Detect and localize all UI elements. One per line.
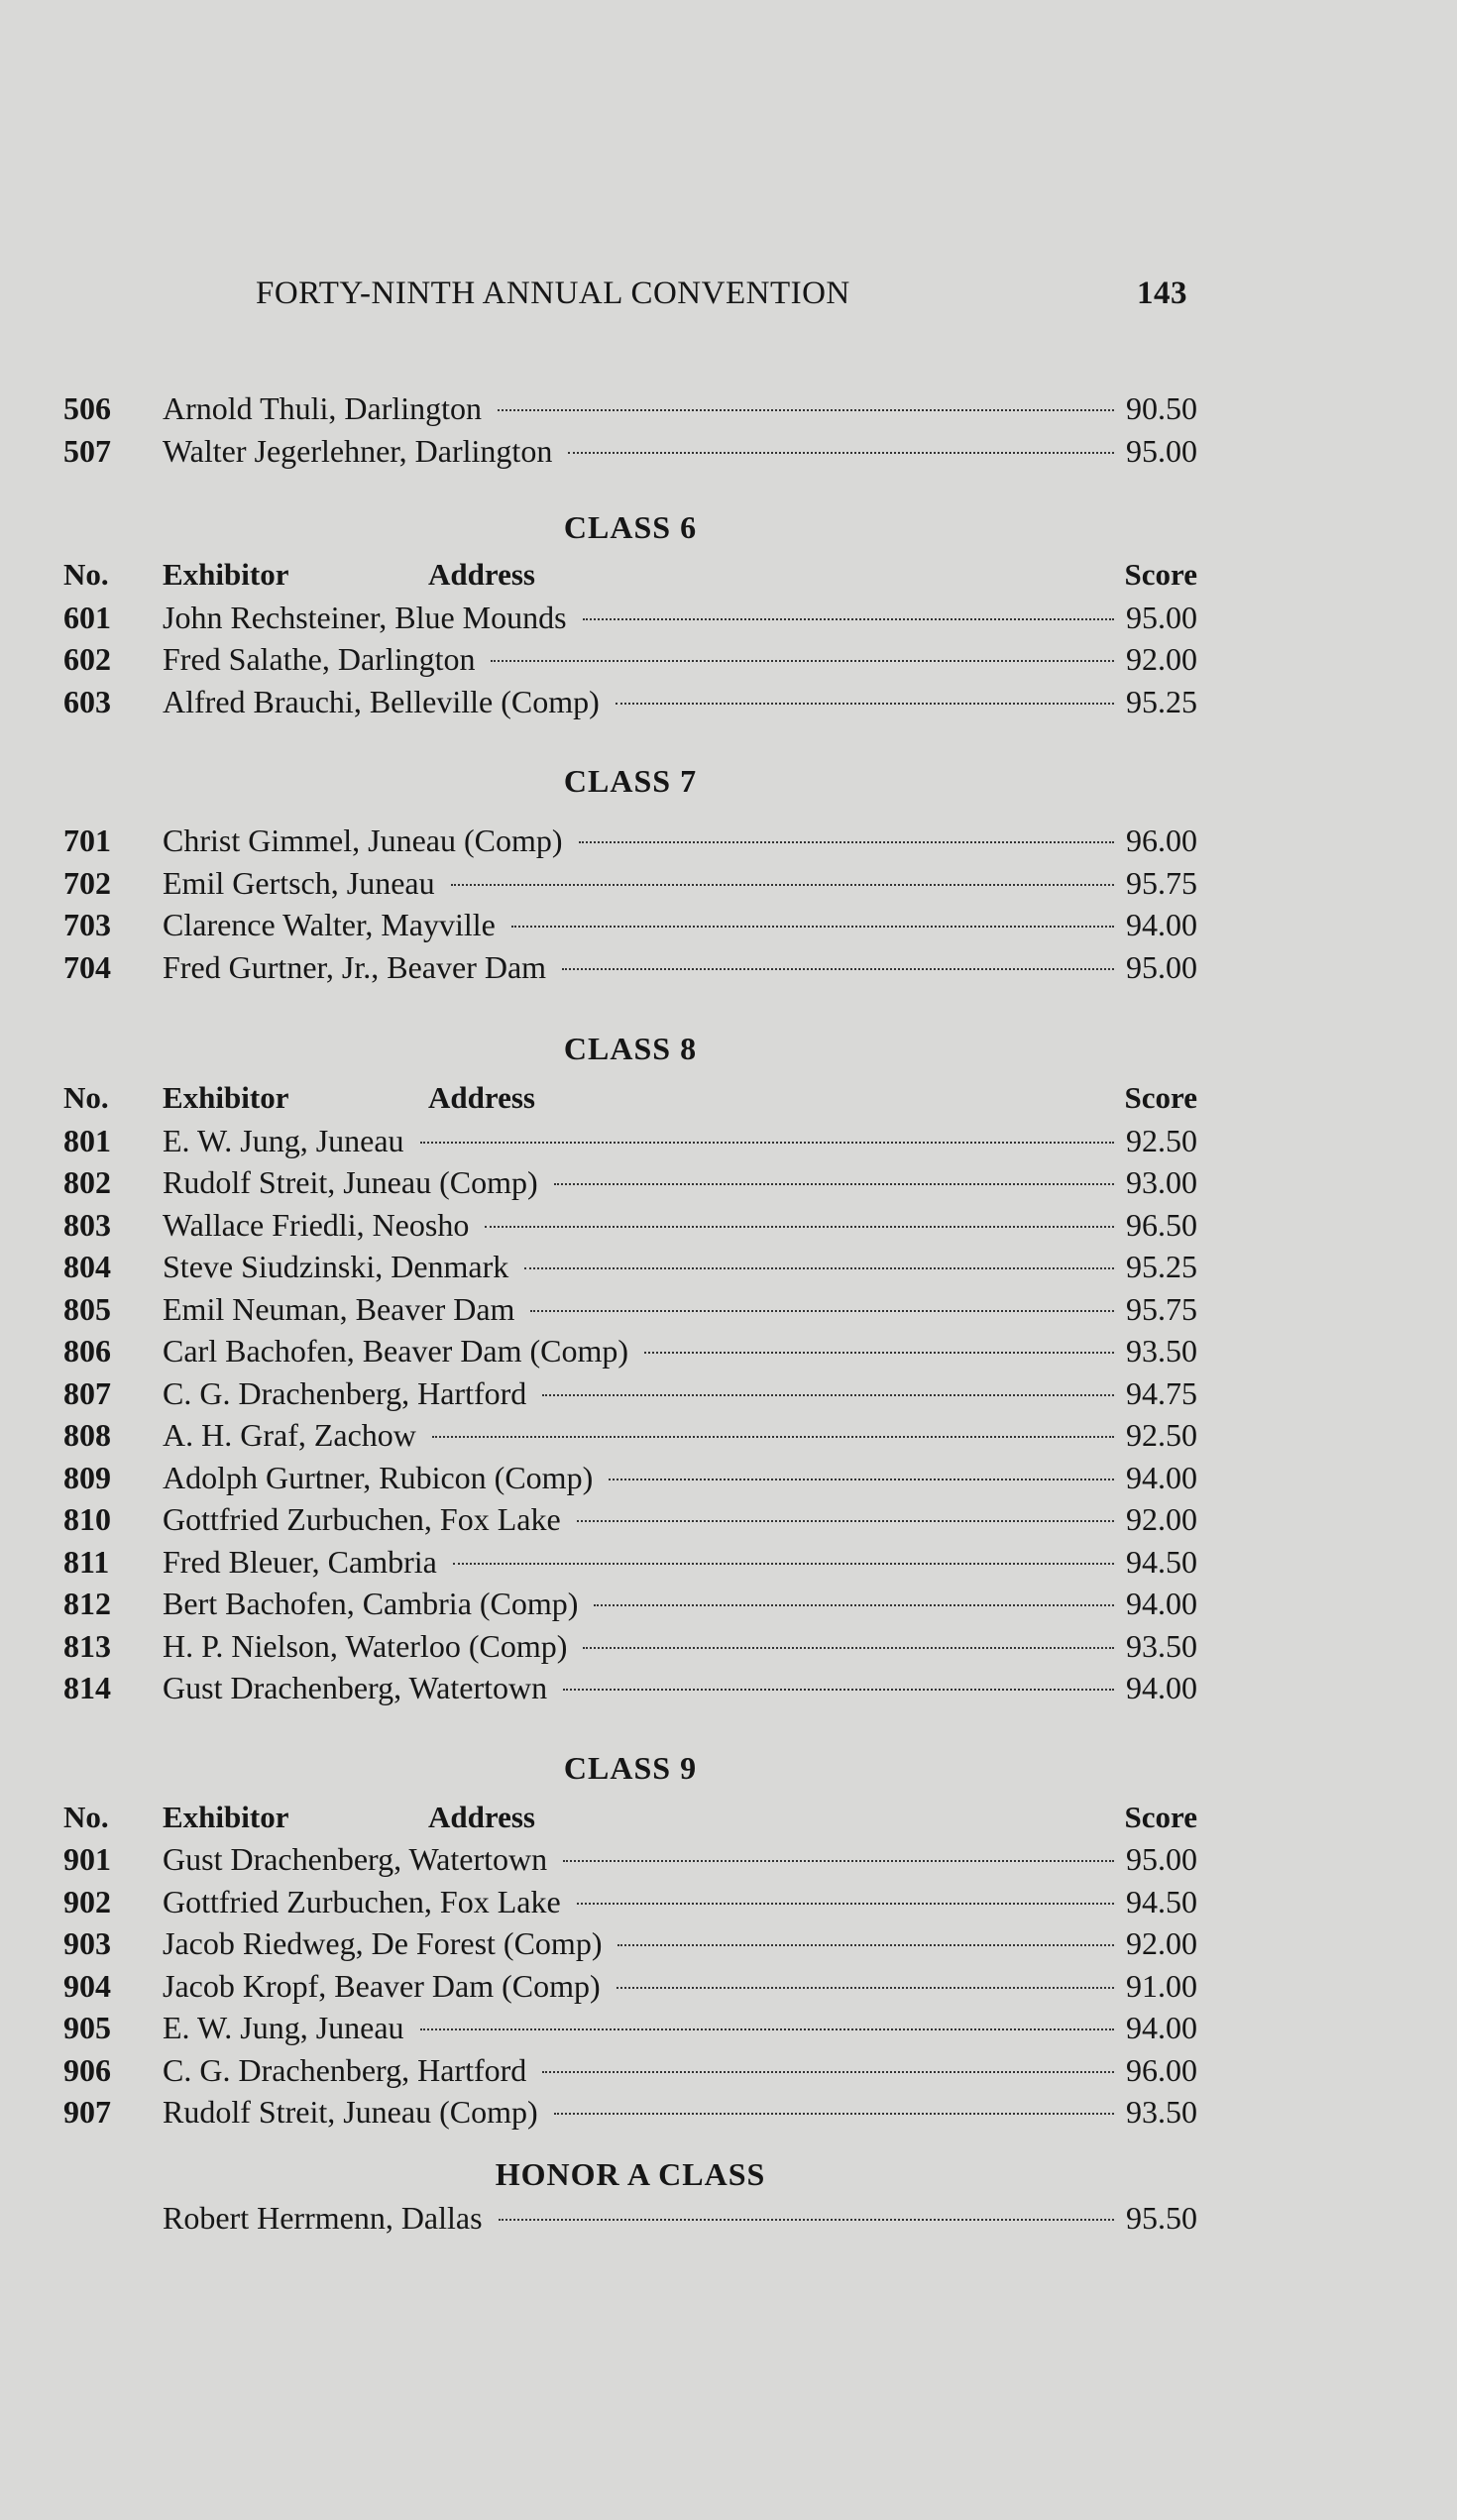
- entry-exhibitor: John Rechsteiner, Blue Mounds: [163, 599, 567, 635]
- header-no: No.: [63, 1799, 109, 1834]
- entry-row: [63, 2094, 1197, 2137]
- entry-exhibitor: Bert Bachofen, Cambria (Comp): [163, 1586, 579, 1621]
- entry-exhibitor: Steve Siudzinski, Denmark: [163, 1249, 509, 1284]
- class-9-section: [63, 1750, 1197, 2137]
- class-heading: CLASS 7: [563, 763, 698, 799]
- dot-leader: [563, 1860, 1114, 1862]
- entry-row: [63, 2052, 1197, 2095]
- class-heading: CLASS 8: [563, 1031, 698, 1066]
- header-exhibitor: Exhibitor: [163, 557, 289, 592]
- header-exhibitor: Exhibitor: [163, 1080, 289, 1115]
- entry-row: [63, 1207, 1197, 1250]
- entry-score: 94.00: [1126, 2010, 1197, 2045]
- entry-score: 93.50: [1126, 1627, 1197, 1664]
- header-no: No.: [63, 557, 109, 592]
- dot-leader: [420, 2028, 1114, 2030]
- dot-leader: [499, 2219, 1114, 2221]
- dot-leader: [594, 1604, 1114, 1606]
- dot-leader: [524, 1267, 1114, 1269]
- entry-row: [63, 822, 1197, 865]
- entry-exhibitor: Jacob Riedweg, De Forest (Comp): [163, 1925, 603, 1961]
- entry-number: 813: [63, 1627, 111, 1664]
- dot-leader: [617, 1944, 1114, 1946]
- entry-score: 96.00: [1126, 822, 1197, 858]
- entry-score: 93.00: [1126, 1164, 1197, 1200]
- entry-score: 96.00: [1126, 2051, 1197, 2088]
- entry-score: 94.00: [1126, 1459, 1197, 1495]
- entry-exhibitor: Carl Bachofen, Beaver Dam (Comp): [163, 1333, 629, 1369]
- entry-exhibitor: C. G. Drachenberg, Hartford: [163, 2051, 527, 2088]
- entry-number: 803: [63, 1206, 111, 1243]
- entry-score: 92.50: [1126, 1122, 1197, 1158]
- entry-number: 907: [63, 2094, 111, 2130]
- entry-score: 94.00: [1126, 907, 1197, 942]
- header-title: FORTY-NINTH ANNUAL CONVENTION: [256, 275, 850, 311]
- entry-score: 94.50: [1126, 1543, 1197, 1580]
- dot-leader: [579, 841, 1114, 843]
- dot-leader: [583, 1647, 1114, 1649]
- entry-exhibitor: Emil Gertsch, Juneau: [163, 864, 435, 901]
- entry-number: 701: [63, 822, 111, 858]
- header-exhibitor: Exhibitor: [163, 1799, 289, 1834]
- dot-leader: [498, 409, 1114, 411]
- header-score: Score: [1124, 1799, 1197, 1834]
- entry-number: 602: [63, 641, 111, 677]
- entry-row: [63, 684, 1197, 726]
- entry-exhibitor: Gust Drachenberg, Watertown: [163, 1670, 548, 1705]
- entry-row: [63, 1670, 1197, 1712]
- entry-row: [63, 907, 1197, 949]
- entry-score: 95.75: [1126, 864, 1197, 901]
- entry-row: [63, 1628, 1197, 1671]
- class-heading: CLASS 9: [563, 1749, 698, 1786]
- entry-score: 90.50: [1126, 390, 1197, 426]
- entry-exhibitor: Christ Gimmel, Juneau (Comp): [163, 822, 563, 858]
- dot-leader: [609, 1479, 1114, 1480]
- entry-exhibitor: E. W. Jung, Juneau: [163, 1122, 404, 1158]
- dot-leader: [616, 1987, 1114, 1989]
- entry-score: 95.00: [1126, 432, 1197, 469]
- results-list: [63, 390, 1197, 2242]
- entry-score: 93.50: [1126, 1333, 1197, 1369]
- entry-number: 704: [63, 948, 111, 985]
- entry-row: [63, 600, 1197, 642]
- dot-leader: [563, 1689, 1114, 1691]
- header-score: Score: [1124, 1080, 1197, 1115]
- entry-row: [63, 2010, 1197, 2052]
- entry-exhibitor: Fred Bleuer, Cambria: [163, 1543, 437, 1580]
- entry-row: [63, 1375, 1197, 1418]
- entry-row: [63, 865, 1197, 908]
- entry-exhibitor: H. P. Nielson, Waterloo (Comp): [163, 1627, 568, 1664]
- entry-score: 92.00: [1126, 1925, 1197, 1961]
- entry-exhibitor: Walter Jegerlehner, Darlington: [163, 432, 553, 469]
- entry-score: 91.00: [1126, 1967, 1197, 2004]
- entry-score: 92.50: [1126, 1417, 1197, 1453]
- entry-score: 95.25: [1126, 1249, 1197, 1284]
- entry-number: 904: [63, 1967, 111, 2004]
- entry-number: 811: [63, 1543, 110, 1580]
- entry-exhibitor: Rudolf Streit, Juneau (Comp): [163, 1164, 538, 1200]
- entry-exhibitor: Emil Neuman, Beaver Dam: [163, 1290, 515, 1327]
- entry-number: 506: [63, 390, 111, 426]
- column-headers: [63, 1080, 1197, 1123]
- entry-score: 96.50: [1126, 1206, 1197, 1243]
- dot-leader: [432, 1436, 1114, 1438]
- entry-score: 95.00: [1126, 948, 1197, 985]
- entry-row: [63, 1925, 1197, 1968]
- entry-score: 94.75: [1126, 1374, 1197, 1411]
- entry-number: 901: [63, 1841, 111, 1877]
- dot-leader: [568, 452, 1114, 454]
- dot-leader: [616, 703, 1114, 705]
- dot-leader: [451, 884, 1114, 886]
- dot-leader: [542, 1394, 1114, 1396]
- dot-leader: [511, 926, 1114, 928]
- entry-row: [63, 2200, 1197, 2243]
- entry-exhibitor: Fred Salathe, Darlington: [163, 641, 476, 677]
- entry-exhibitor: Wallace Friedli, Neosho: [163, 1206, 470, 1243]
- entry-exhibitor: E. W. Jung, Juneau: [163, 2010, 404, 2045]
- dot-leader: [453, 1563, 1114, 1565]
- entry-number: 808: [63, 1417, 111, 1453]
- entry-row: [63, 949, 1197, 992]
- header-score: Score: [1124, 557, 1197, 592]
- dot-leader: [554, 2113, 1114, 2115]
- dot-leader: [491, 660, 1114, 662]
- entry-number: 603: [63, 683, 111, 719]
- dot-leader: [530, 1310, 1114, 1312]
- entry-exhibitor: Gust Drachenberg, Watertown: [163, 1841, 548, 1877]
- entry-row: [63, 1501, 1197, 1544]
- entry-row: [63, 1884, 1197, 1926]
- entry-number: 812: [63, 1586, 111, 1621]
- entry-row: [63, 1249, 1197, 1291]
- dot-leader: [644, 1352, 1114, 1354]
- class-8-section: [63, 1031, 1197, 1712]
- dot-leader: [554, 1183, 1114, 1185]
- entry-row: [63, 1164, 1197, 1207]
- entry-number: 804: [63, 1249, 111, 1284]
- header-address: Address: [428, 1080, 535, 1115]
- entry-number: 809: [63, 1459, 111, 1495]
- entry-number: 810: [63, 1501, 111, 1537]
- class-7-section: [63, 763, 1197, 991]
- dot-leader: [485, 1226, 1114, 1228]
- entry-exhibitor: Arnold Thuli, Darlington: [163, 390, 483, 426]
- entry-number: 702: [63, 864, 111, 901]
- entry-row: [63, 1968, 1197, 2011]
- entry-row: [63, 1333, 1197, 1375]
- entry-row: [63, 1417, 1197, 1460]
- entry-row: [63, 1841, 1197, 1884]
- continued-section: [63, 390, 1197, 475]
- entry-number: 805: [63, 1290, 111, 1327]
- entry-number: 902: [63, 1883, 111, 1919]
- entry-exhibitor: Alfred Brauchi, Belleville (Comp): [163, 683, 600, 719]
- dot-leader: [583, 618, 1114, 620]
- dot-leader: [577, 1520, 1114, 1522]
- entry-exhibitor: A. H. Graf, Zachow: [163, 1417, 416, 1453]
- header-address: Address: [428, 1799, 535, 1834]
- entry-row: [63, 433, 1197, 476]
- class-6-section: [63, 509, 1197, 725]
- entry-exhibitor: Jacob Kropf, Beaver Dam (Comp): [163, 1967, 601, 2004]
- page-number: 143: [1137, 275, 1187, 311]
- entry-number: 903: [63, 1925, 111, 1961]
- entry-score: 95.25: [1126, 683, 1197, 719]
- entry-number: 806: [63, 1333, 111, 1369]
- entry-exhibitor: C. G. Drachenberg, Hartford: [163, 1374, 527, 1411]
- entry-number: 905: [63, 2010, 111, 2045]
- entry-row: [63, 1460, 1197, 1502]
- dot-leader: [420, 1142, 1114, 1144]
- entry-score: 92.00: [1126, 641, 1197, 677]
- entry-exhibitor: Gottfried Zurbuchen, Fox Lake: [163, 1883, 561, 1919]
- entry-row: [63, 641, 1197, 684]
- entry-exhibitor: Adolph Gurtner, Rubicon (Comp): [163, 1459, 594, 1495]
- dot-leader: [542, 2071, 1114, 2073]
- honor-class-section: [63, 2156, 1197, 2243]
- dot-leader: [577, 1903, 1114, 1905]
- entry-score: 95.75: [1126, 1290, 1197, 1327]
- entry-row: [63, 1123, 1197, 1165]
- entry-score: 92.00: [1126, 1501, 1197, 1537]
- entry-row: [63, 1544, 1197, 1587]
- entry-exhibitor: Fred Gurtner, Jr., Beaver Dam: [163, 948, 547, 985]
- entry-row: [63, 1291, 1197, 1334]
- entry-score: 95.00: [1126, 599, 1197, 635]
- entry-row: [63, 390, 1197, 433]
- entry-number: 814: [63, 1670, 111, 1705]
- entry-number: 703: [63, 907, 111, 942]
- entry-score: 94.00: [1126, 1586, 1197, 1621]
- header-no: No.: [63, 1080, 109, 1115]
- entry-number: 507: [63, 432, 111, 469]
- entry-number: 802: [63, 1164, 111, 1200]
- entry-number: 807: [63, 1374, 111, 1411]
- entry-exhibitor: Clarence Walter, Mayville: [163, 907, 496, 942]
- entry-score: 94.50: [1126, 1883, 1197, 1919]
- entry-exhibitor: Robert Herrmenn, Dallas: [163, 2199, 483, 2236]
- class-heading: HONOR A CLASS: [495, 2155, 766, 2192]
- class-heading: CLASS 6: [563, 509, 698, 545]
- entry-row: [63, 1586, 1197, 1628]
- column-headers: [63, 1800, 1197, 1842]
- dot-leader: [562, 968, 1114, 970]
- entry-score: 95.50: [1126, 2199, 1197, 2236]
- column-headers: [63, 557, 1197, 600]
- entry-number: 601: [63, 599, 111, 635]
- running-header: [256, 275, 1187, 312]
- entry-score: 95.00: [1126, 1841, 1197, 1877]
- entry-number: 801: [63, 1122, 111, 1158]
- header-address: Address: [428, 557, 535, 592]
- entry-exhibitor: Rudolf Streit, Juneau (Comp): [163, 2094, 538, 2130]
- entry-number: 906: [63, 2051, 111, 2088]
- entry-exhibitor: Gottfried Zurbuchen, Fox Lake: [163, 1501, 561, 1537]
- entry-score: 94.00: [1126, 1670, 1197, 1705]
- entry-score: 93.50: [1126, 2094, 1197, 2130]
